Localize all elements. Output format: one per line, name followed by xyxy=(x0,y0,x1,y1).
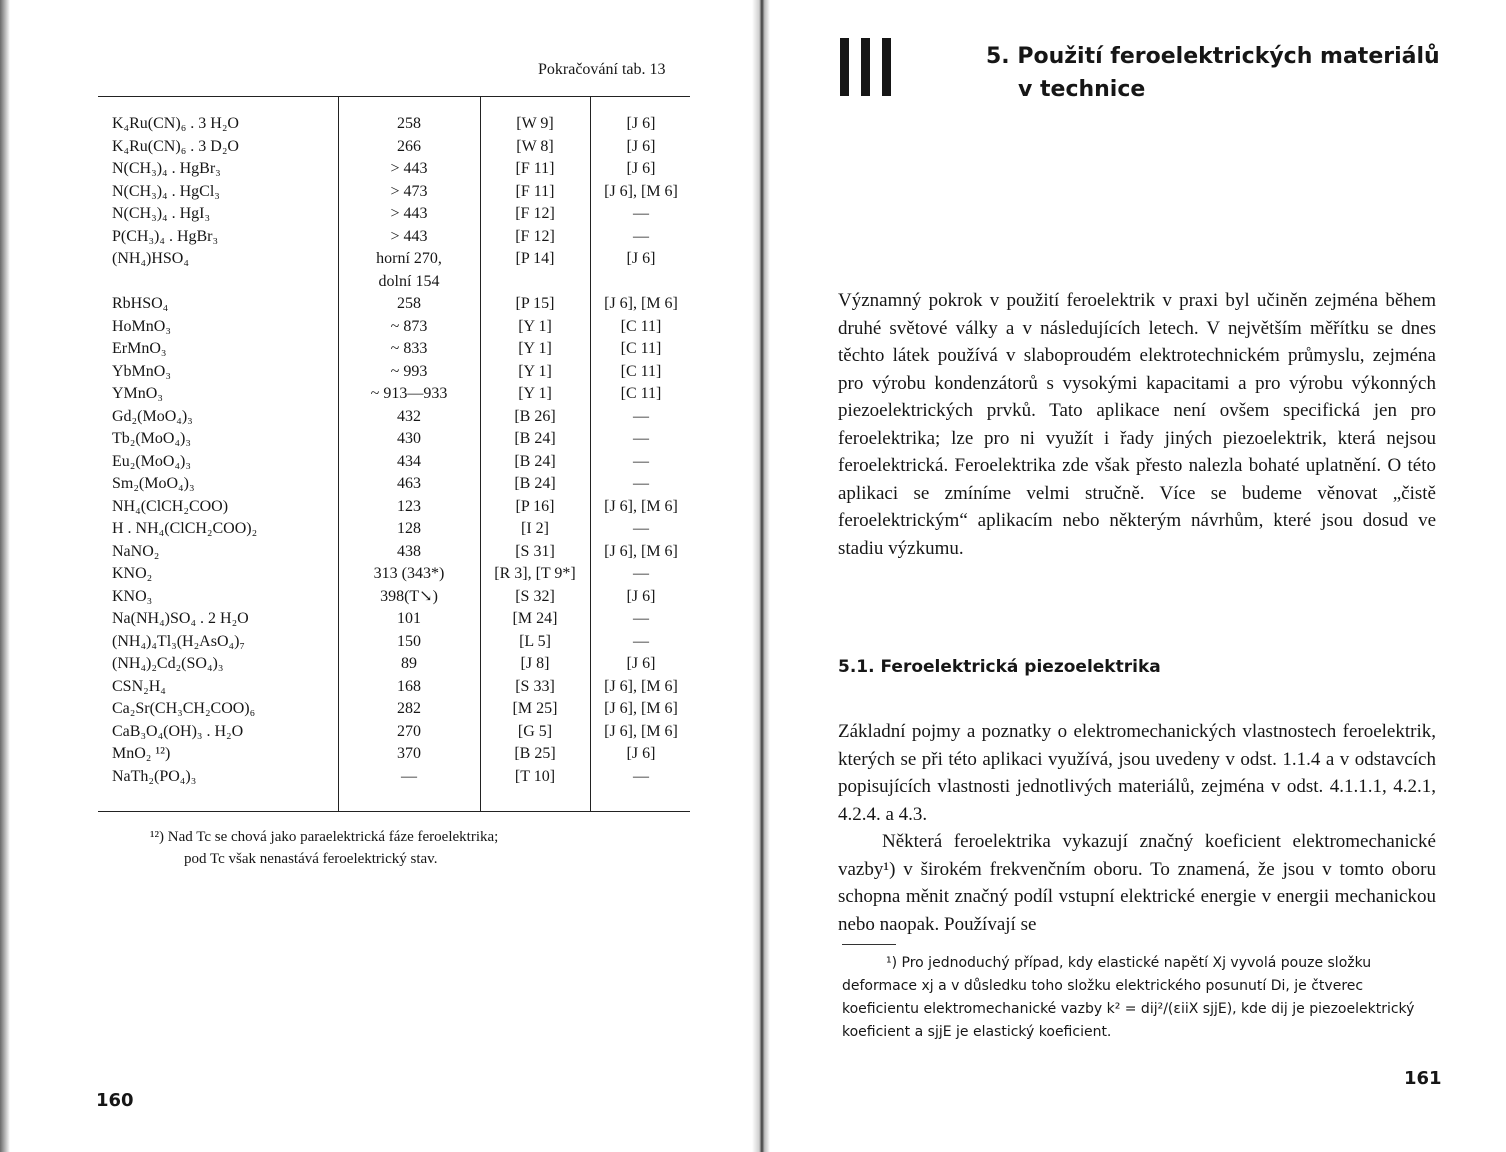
tc-cell: 168 xyxy=(397,677,421,695)
table-row xyxy=(98,451,690,474)
tc-cell: horní 270, xyxy=(376,250,442,267)
compound-cell: RbHSO₄ xyxy=(112,295,169,312)
tc-cell: 89 xyxy=(401,655,417,672)
reference-cell: [J 6], [M 6] xyxy=(604,542,678,560)
chapter-title-line: v technice xyxy=(1018,77,1146,102)
tc-cell: 434 xyxy=(397,452,421,470)
reference-cell: [S 31] xyxy=(515,542,555,560)
reference-cell: [C 11] xyxy=(620,340,662,357)
table-row xyxy=(98,203,690,226)
tc-cell: ~ 913—933 xyxy=(370,385,448,402)
compound-cell: NaTh₂(PO₄)₃ xyxy=(112,767,197,785)
paragraph: Některá feroelektrika vykazují značný koeficient elektromechanické vazby¹) v širokém frekvenčním oboru. To znamená, že jsou v tomto oboru schopna měnit značný podíl vstupní elektrické energie v energii mechanickou nebo naopak. Používají se xyxy=(838,831,1436,935)
table-row xyxy=(98,496,690,519)
book-spine xyxy=(752,0,770,1152)
reference-cell: [B 24] xyxy=(514,452,556,470)
table-row xyxy=(98,338,690,361)
intro-paragraph: Významný pokrok v použití feroelektrik v praxi byl učiněn zejména během druhé světové války a v následujících letech. V největším měřítku se dnes těchto látek používá v slaboproudém elektrotechnickém průmyslu, zejména pro výrobu kondenzátorů s vysokými kapacitami a pro výrobu výkonných piezoelektrických prvků. Tato aplikace není ovšem specifická jen pro feroelektrika; lze pro ni využít i řady jiných piezoelektrik, která nejsou feroelektrická. Feroelektrika zde však přesto nalezla bohaté uplatnění. O této aplikaci se zmíníme velmi stručně. Více se budeme věnovat „čistě feroelektrickým“ aplikacím nebo některým návrhům, které jsou dosud ve stadiu výzkumu. xyxy=(838,290,1436,559)
reference-cell: [J 6] xyxy=(626,587,656,605)
reference-cell: [J 6] xyxy=(626,655,656,672)
footnote-rule xyxy=(842,944,896,945)
table-row xyxy=(98,226,690,249)
compound-cell: KNO₂ xyxy=(112,565,153,582)
table-row xyxy=(98,136,690,159)
reference-cell: [J 6], [M 6] xyxy=(604,700,678,717)
ferroelectric-table xyxy=(98,96,690,812)
tc-cell: > 473 xyxy=(390,182,428,200)
reference-cell: [J 6] xyxy=(626,137,656,155)
reference-cell: [F 12] xyxy=(515,227,555,245)
reference-cell: [L 5] xyxy=(519,632,551,650)
tc-cell: 432 xyxy=(397,407,421,425)
reference-cell: [M 24] xyxy=(512,610,558,627)
reference-cell: [T 10] xyxy=(514,767,556,785)
compound-cell: CSN₂H₄ xyxy=(112,677,166,695)
compound-cell: H . NH₄(ClCH₂COO)₂ xyxy=(112,520,258,537)
compound-cell: Tb₂(MoO₄)₃ xyxy=(112,430,191,447)
tc-cell: 258 xyxy=(397,295,421,312)
compound-cell: (NH₄)₄Tl₃(H₂AsO₄)₇ xyxy=(112,632,245,650)
compound-cell: K₄Ru(CN)₆ . 3 H₂O xyxy=(112,115,239,132)
compound-cell: MnO₂ ¹²) xyxy=(112,745,171,762)
reference-cell: [J 6], [M 6] xyxy=(604,295,678,312)
reference-cell: [J 6], [M 6] xyxy=(604,677,678,695)
compound-cell: (NH₄)HSO₄ xyxy=(112,250,189,267)
compound-cell: CaB₃O₄(OH)₃ . H₂O xyxy=(112,722,244,740)
footnote-text: ¹) Pro jednoduchý případ, kdy elastické napětí Xj vyvolá pouze složku deformace xj a v důsledku toho složku elektrického posunutí Di, je čtverec koeficientu elektromechanické vazby k² = dij²/(εiiX sjjE), kde dij je piezoelektrický koeficient a sjjE je elastický koeficient. xyxy=(842,955,1415,1040)
reference-cell: [J 6] xyxy=(626,745,656,762)
tc-cell: 123 xyxy=(397,497,421,515)
tc-cell: — xyxy=(401,767,417,785)
tc-cell: 313 (343*) xyxy=(373,565,445,582)
reference-cell: [J 6], [M 6] xyxy=(604,722,678,740)
reference-cell: [S 32] xyxy=(515,587,555,605)
reference-cell: [J 6], [M 6] xyxy=(604,497,678,515)
table-row xyxy=(98,158,690,181)
reference-cell: [B 26] xyxy=(514,407,556,425)
compound-cell: N(CH₃)₄ . HgBr₃ xyxy=(112,160,221,177)
reference-cell: — xyxy=(633,767,649,785)
table-row xyxy=(98,698,690,721)
reference-cell: — xyxy=(633,205,649,222)
reference-cell: [J 6] xyxy=(626,160,656,177)
compound-cell: Ca₂Sr(CH₃CH₂COO)₆ xyxy=(112,700,256,717)
table-row xyxy=(98,631,690,654)
table-row xyxy=(98,406,690,429)
tc-cell: ~ 873 xyxy=(390,317,428,335)
compound-cell: K₄Ru(CN)₆ . 3 D₂O xyxy=(112,137,239,155)
tc-cell: 370 xyxy=(397,745,421,762)
compound-cell: P(CH₃)₄ . HgBr₃ xyxy=(112,227,219,245)
reference-cell: — xyxy=(633,227,649,245)
reference-cell: [Y 1] xyxy=(518,385,552,402)
table-row xyxy=(98,181,690,204)
reference-cell: [W 8] xyxy=(516,137,554,155)
tc-cell: 282 xyxy=(397,700,421,717)
reference-cell: — xyxy=(633,565,649,582)
table-row xyxy=(98,563,690,586)
reference-cell: [P 14] xyxy=(515,250,555,267)
table-row xyxy=(98,608,690,631)
table-row xyxy=(98,428,690,451)
reference-cell: [Y 1] xyxy=(518,317,552,335)
compound-cell: YbMnO₃ xyxy=(112,362,171,380)
compound-cell: NH₄(ClCH₂COO) xyxy=(112,497,229,515)
paragraph: Základní pojmy a poznatky o elektromechanických vlastnostech feroelektrik, kterých se při této aplikaci využívá, jsou uvedeny v odst. 1.1.4 a v odstavcích popisujících vlastnosti jednotlivých materiálů, zejména v odst. 4.1.1.1, 4.2.1, 4.2.4. a 4.3. xyxy=(838,721,1436,825)
table-row xyxy=(98,248,690,271)
page-number: 161 xyxy=(1404,1068,1442,1089)
table-footnote xyxy=(150,826,630,870)
reference-cell: [F 11] xyxy=(515,160,555,177)
reference-cell: [G 5] xyxy=(517,722,553,740)
compound-cell: ErMnO₃ xyxy=(112,340,167,357)
compound-cell: NaNO₂ xyxy=(112,542,160,560)
tc-cell: > 443 xyxy=(390,160,428,177)
tc-cell: 258 xyxy=(397,115,421,132)
compound-cell: Eu₂(MoO₄)₃ xyxy=(112,452,191,470)
table-row xyxy=(98,113,690,136)
tc-cell: ~ 833 xyxy=(390,340,428,357)
reference-cell: — xyxy=(633,520,649,537)
table-row xyxy=(98,766,690,789)
tc-cell: ~ 993 xyxy=(390,362,428,380)
footnote-line: pod Tc však nenastává feroelektrický stav. xyxy=(184,851,438,867)
tc-cell: 398(T↘) xyxy=(380,587,438,605)
reference-cell: [M 25] xyxy=(512,700,558,717)
compound-cell: Sm₂(MoO₄)₃ xyxy=(112,475,195,492)
reference-cell: [F 11] xyxy=(515,182,555,200)
tc-cell: 430 xyxy=(397,430,421,447)
reference-cell: [B 24] xyxy=(514,475,556,492)
chapter-title-line: 5. Použití feroelektrických materiálů xyxy=(986,44,1440,69)
reference-cell: [B 25] xyxy=(514,745,556,762)
compound-cell: Na(NH₄)SO₄ . 2 H₂O xyxy=(112,610,249,627)
compound-cell: YMnO₃ xyxy=(112,385,163,402)
reference-cell: — xyxy=(633,475,649,492)
table-row xyxy=(98,316,690,339)
page-number: 160 xyxy=(96,1090,134,1111)
numeral-bar xyxy=(840,38,849,96)
tc-cell: 128 xyxy=(397,520,421,537)
tc-cell: 101 xyxy=(397,610,421,627)
table-continuation-label: Pokračování tab. 13 xyxy=(538,61,666,78)
reference-cell: [Y 1] xyxy=(518,340,552,357)
right-page xyxy=(770,0,1506,1152)
compound-cell: HoMnO₃ xyxy=(112,317,171,335)
tc-cell: 150 xyxy=(397,632,421,650)
reference-cell: [P 15] xyxy=(515,295,555,312)
reference-cell: [I 2] xyxy=(521,520,549,537)
tc-cell: dolní 154 xyxy=(378,272,440,290)
reference-cell: [P 16] xyxy=(515,497,555,515)
table-row xyxy=(98,518,690,541)
table-row xyxy=(98,676,690,699)
reference-cell: [J 6], [M 6] xyxy=(604,182,678,200)
table-row xyxy=(98,721,690,744)
footnote-line: ¹²) Nad Tc se chová jako paraelektrická fáze feroelektrika; xyxy=(150,829,499,845)
reference-cell: [S 33] xyxy=(515,677,555,695)
section-body xyxy=(838,718,1436,938)
reference-cell: — xyxy=(633,430,649,447)
reference-cell: [C 11] xyxy=(620,362,662,380)
reference-cell: [J 8] xyxy=(520,655,550,672)
tc-cell: 463 xyxy=(397,475,421,492)
chapter-numeral xyxy=(840,38,892,96)
compound-cell: N(CH₃)₄ . HgI₃ xyxy=(112,205,211,222)
reference-cell: [B 24] xyxy=(514,430,556,447)
tc-cell: > 443 xyxy=(390,227,428,245)
reference-cell: — xyxy=(633,452,649,470)
reference-cell: — xyxy=(633,632,649,650)
tc-cell: 438 xyxy=(397,542,421,560)
compound-cell: (NH₄)₂Cd₂(SO₄)₃ xyxy=(112,655,224,672)
table-row xyxy=(98,383,690,406)
page-footnote xyxy=(842,952,1436,1044)
table-row xyxy=(98,293,690,316)
reference-cell: [C 11] xyxy=(620,317,662,335)
table-row xyxy=(98,271,690,294)
reference-cell: [W 9] xyxy=(516,115,554,132)
table-row xyxy=(98,473,690,496)
reference-cell: [J 6] xyxy=(626,250,656,267)
tc-cell: 266 xyxy=(397,137,421,155)
reference-cell: [C 11] xyxy=(620,385,662,402)
numeral-bar xyxy=(882,38,891,96)
numeral-bar xyxy=(861,38,870,96)
table-row xyxy=(98,743,690,766)
section-heading: 5.1. Feroelektrická piezoelektrika xyxy=(838,657,1161,677)
table-row xyxy=(98,541,690,564)
compound-cell: Gd₂(MoO₄)₃ xyxy=(112,407,193,425)
reference-cell: — xyxy=(633,407,649,425)
table-row xyxy=(98,653,690,676)
tc-cell: > 443 xyxy=(390,205,428,222)
reference-cell: — xyxy=(633,610,649,627)
tc-cell: 270 xyxy=(397,722,421,740)
compound-cell: N(CH₃)₄ . HgCl₃ xyxy=(112,182,220,200)
compound-cell: KNO₃ xyxy=(112,587,153,605)
table-row xyxy=(98,361,690,384)
reference-cell: [R 3], [T 9*] xyxy=(494,565,576,582)
reference-cell: [J 6] xyxy=(626,115,656,132)
chapter-title xyxy=(986,40,1456,106)
reference-cell: [Y 1] xyxy=(518,362,552,380)
table-row xyxy=(98,586,690,609)
reference-cell: [F 12] xyxy=(515,205,555,222)
